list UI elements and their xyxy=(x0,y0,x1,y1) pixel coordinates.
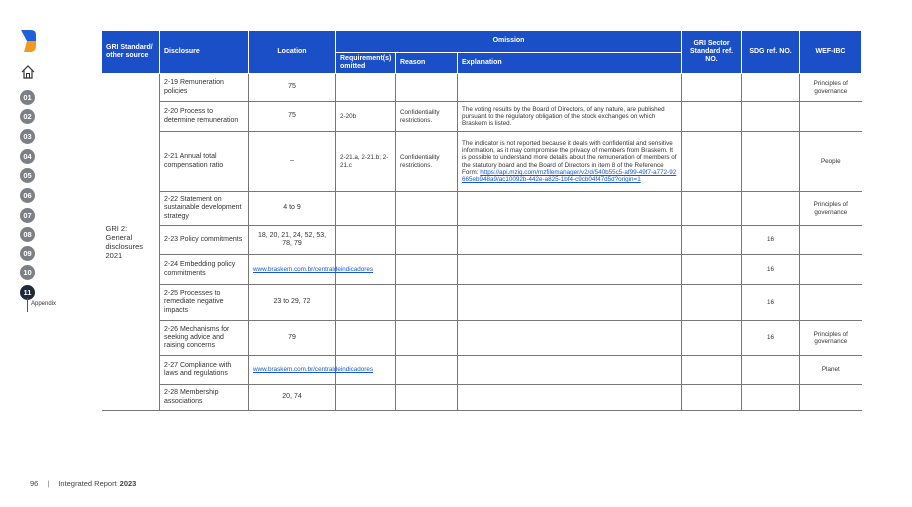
location-cell: 4 to 9 xyxy=(249,192,336,226)
location-cell: 75 xyxy=(249,102,336,132)
header-sdg: SDG ref. NO. xyxy=(742,31,800,74)
explanation-cell xyxy=(458,132,682,192)
reason-cell: Confidentiality restrictions. xyxy=(396,102,458,132)
reason-cell xyxy=(396,321,458,356)
sdg-cell xyxy=(742,356,800,385)
chapter-nav-08[interactable]: 08 xyxy=(20,227,35,242)
requirement-cell xyxy=(336,285,396,321)
explanation-cell xyxy=(458,74,682,102)
location-cell xyxy=(249,356,374,385)
header-standard: GRI Standard/ other source xyxy=(102,31,160,74)
home-icon[interactable] xyxy=(20,64,36,80)
wef-cell: Principles of governance xyxy=(800,74,862,102)
chapter-nav-10[interactable]: 10 xyxy=(20,265,35,280)
disclosure-cell: 2-22 Statement on sustainable development strategy xyxy=(160,192,249,226)
sector-cell xyxy=(682,102,742,132)
wef-cell: Principles of governance xyxy=(800,192,862,226)
disclosure-cell: 2-26 Mechanisms for seeking advice and raising concerns xyxy=(160,321,249,356)
requirement-cell xyxy=(336,192,396,226)
reason-cell xyxy=(396,192,458,226)
explanation-cell: The voting results by the Board of Directors, of any nature, are published pursuant to the regulatory obligation of the stock exchanges on which Braskem is listed. xyxy=(458,102,682,132)
standard-cell: GRI 2: General disclosures 2021 xyxy=(102,74,160,411)
wef-cell xyxy=(800,385,862,411)
chapter-nav-02[interactable]: 02 xyxy=(20,109,35,124)
explanation-cell xyxy=(458,255,682,285)
table-row xyxy=(102,132,862,192)
table-row xyxy=(102,321,862,356)
explanation-cell xyxy=(458,192,682,226)
header-omission: Omission xyxy=(336,31,682,53)
location-cell: 18, 20, 21, 24, 52, 53, 78, 79 xyxy=(249,226,336,255)
table-row xyxy=(102,192,862,226)
sdg-cell xyxy=(742,132,800,192)
sdg-cell: 16 xyxy=(742,285,800,321)
disclosure-cell: 2-23 Policy commitments xyxy=(160,226,249,255)
table-row xyxy=(102,356,862,385)
reason-cell xyxy=(396,285,458,321)
sdg-cell xyxy=(742,385,800,411)
sdg-cell: 16 xyxy=(742,226,800,255)
explanation-text: The indicator is not reported because it deals with confidential and sensitive information, as it may compromise the privacy of members from Braskem. It is possible to understand more details about the remuneration of members of the statutory board and the Board of Directors in item 8 of the Reference Form: xyxy=(462,139,677,176)
report-year: 2023 xyxy=(119,479,137,488)
header-explanation: Explanation xyxy=(458,53,682,74)
reason-cell xyxy=(396,74,458,102)
header-wef: WEF-IBC xyxy=(800,31,862,74)
requirement-cell xyxy=(336,321,396,356)
disclosure-cell: 2-24 Embedding policy commitments xyxy=(160,255,249,285)
reason-cell: Confidentiality restrictions. xyxy=(396,132,458,192)
table-row xyxy=(102,74,862,102)
requirement-cell: 2-21.a, 2-21.b; 2-21.c xyxy=(336,132,396,192)
page-number: 96 xyxy=(30,479,39,488)
reference-form-link[interactable]: https://api.mziq.com/mzfilemanager/v2/d/540b55c5-af99-49f7-a772-92665eb948a9/ac10092b-442e-a825-1bf4-c9cb04f47d5d?origin=1 xyxy=(462,168,677,184)
wef-cell: Planet xyxy=(800,356,862,385)
sdg-cell xyxy=(742,102,800,132)
header-disclosure: Disclosure xyxy=(160,31,249,74)
reason-cell xyxy=(396,385,458,411)
location-cell: 23 to 29, 72 xyxy=(249,285,336,321)
chapter-nav-07[interactable]: 07 xyxy=(20,208,35,223)
explanation-cell xyxy=(458,285,682,321)
reason-cell xyxy=(396,356,458,385)
table-row xyxy=(102,102,862,132)
indicators-link[interactable]: www.braskem.com.br/centraldeindicadores xyxy=(253,366,374,374)
explanation-cell xyxy=(458,356,682,385)
header-sector: GRI Sector Standard ref. NO. xyxy=(682,31,742,74)
sector-cell xyxy=(682,192,742,226)
sdg-cell: 16 xyxy=(742,321,800,356)
footer-separator: | xyxy=(47,479,50,488)
explanation-cell xyxy=(458,226,682,255)
chapter-nav-04[interactable]: 04 xyxy=(20,149,35,164)
indicators-link[interactable]: www.braskem.com.br/centraldeindicadores xyxy=(253,265,374,273)
sector-cell xyxy=(682,356,742,385)
header-reason: Reason xyxy=(396,53,458,74)
location-cell: 79 xyxy=(249,321,336,356)
reason-cell xyxy=(396,255,458,285)
table-row xyxy=(102,255,862,285)
disclosure-cell: 2-27 Compliance with laws and regulations xyxy=(160,356,249,385)
sector-cell xyxy=(682,226,742,255)
disclosure-cell: 2-25 Processes to remediate negative impacts xyxy=(160,285,249,321)
sector-cell xyxy=(682,385,742,411)
sector-cell xyxy=(682,255,742,285)
explanation-cell xyxy=(458,321,682,356)
disclosure-cell: 2-21 Annual total compensation ratio xyxy=(160,132,249,192)
sector-cell xyxy=(682,285,742,321)
header-requirement: Requirement(s) omitted xyxy=(336,53,396,74)
braskem-logo xyxy=(21,30,37,52)
location-cell: – xyxy=(249,132,336,192)
disclosure-cell: 2-20 Process to determine remuneration xyxy=(160,102,249,132)
chapter-nav-11[interactable]: 11 xyxy=(20,285,35,300)
gri-index-table xyxy=(101,30,861,411)
location-cell xyxy=(249,255,374,285)
requirement-cell xyxy=(336,74,396,102)
chapter-nav-06[interactable]: 06 xyxy=(20,188,35,203)
chapter-nav-05[interactable]: 05 xyxy=(20,168,35,183)
sector-cell xyxy=(682,74,742,102)
sdg-cell xyxy=(742,192,800,226)
chapter-nav-09[interactable]: 09 xyxy=(20,246,35,261)
requirement-cell xyxy=(336,385,396,411)
requirement-cell: 2-20b xyxy=(336,102,396,132)
sdg-cell: 16 xyxy=(742,255,800,285)
wef-cell xyxy=(800,285,862,321)
location-cell: 20, 74 xyxy=(249,385,336,411)
disclosure-cell: 2-19 Remuneration policies xyxy=(160,74,249,102)
report-title: Integrated Report xyxy=(58,479,117,488)
requirement-cell xyxy=(336,226,396,255)
header-location: Location xyxy=(249,31,336,74)
chapter-nav-03[interactable]: 03 xyxy=(20,129,35,144)
sdg-cell xyxy=(742,74,800,102)
page-footer xyxy=(30,479,136,488)
wef-cell xyxy=(800,226,862,255)
table-row xyxy=(102,285,862,321)
disclosure-cell: 2-28 Membership associations xyxy=(160,385,249,411)
sector-cell xyxy=(682,321,742,356)
wef-cell: People xyxy=(800,132,862,192)
sidebar xyxy=(0,0,60,507)
reason-cell xyxy=(396,226,458,255)
wef-cell xyxy=(800,255,862,285)
location-cell: 75 xyxy=(249,74,336,102)
appendix-divider xyxy=(27,298,28,312)
wef-cell: Principles of governance xyxy=(800,321,862,356)
table-row xyxy=(102,226,862,255)
sector-cell xyxy=(682,132,742,192)
explanation-cell xyxy=(458,385,682,411)
chapter-nav-01[interactable]: 01 xyxy=(20,90,35,105)
appendix-label: Appendix xyxy=(31,301,57,307)
wef-cell xyxy=(800,102,862,132)
table-row xyxy=(102,385,862,411)
